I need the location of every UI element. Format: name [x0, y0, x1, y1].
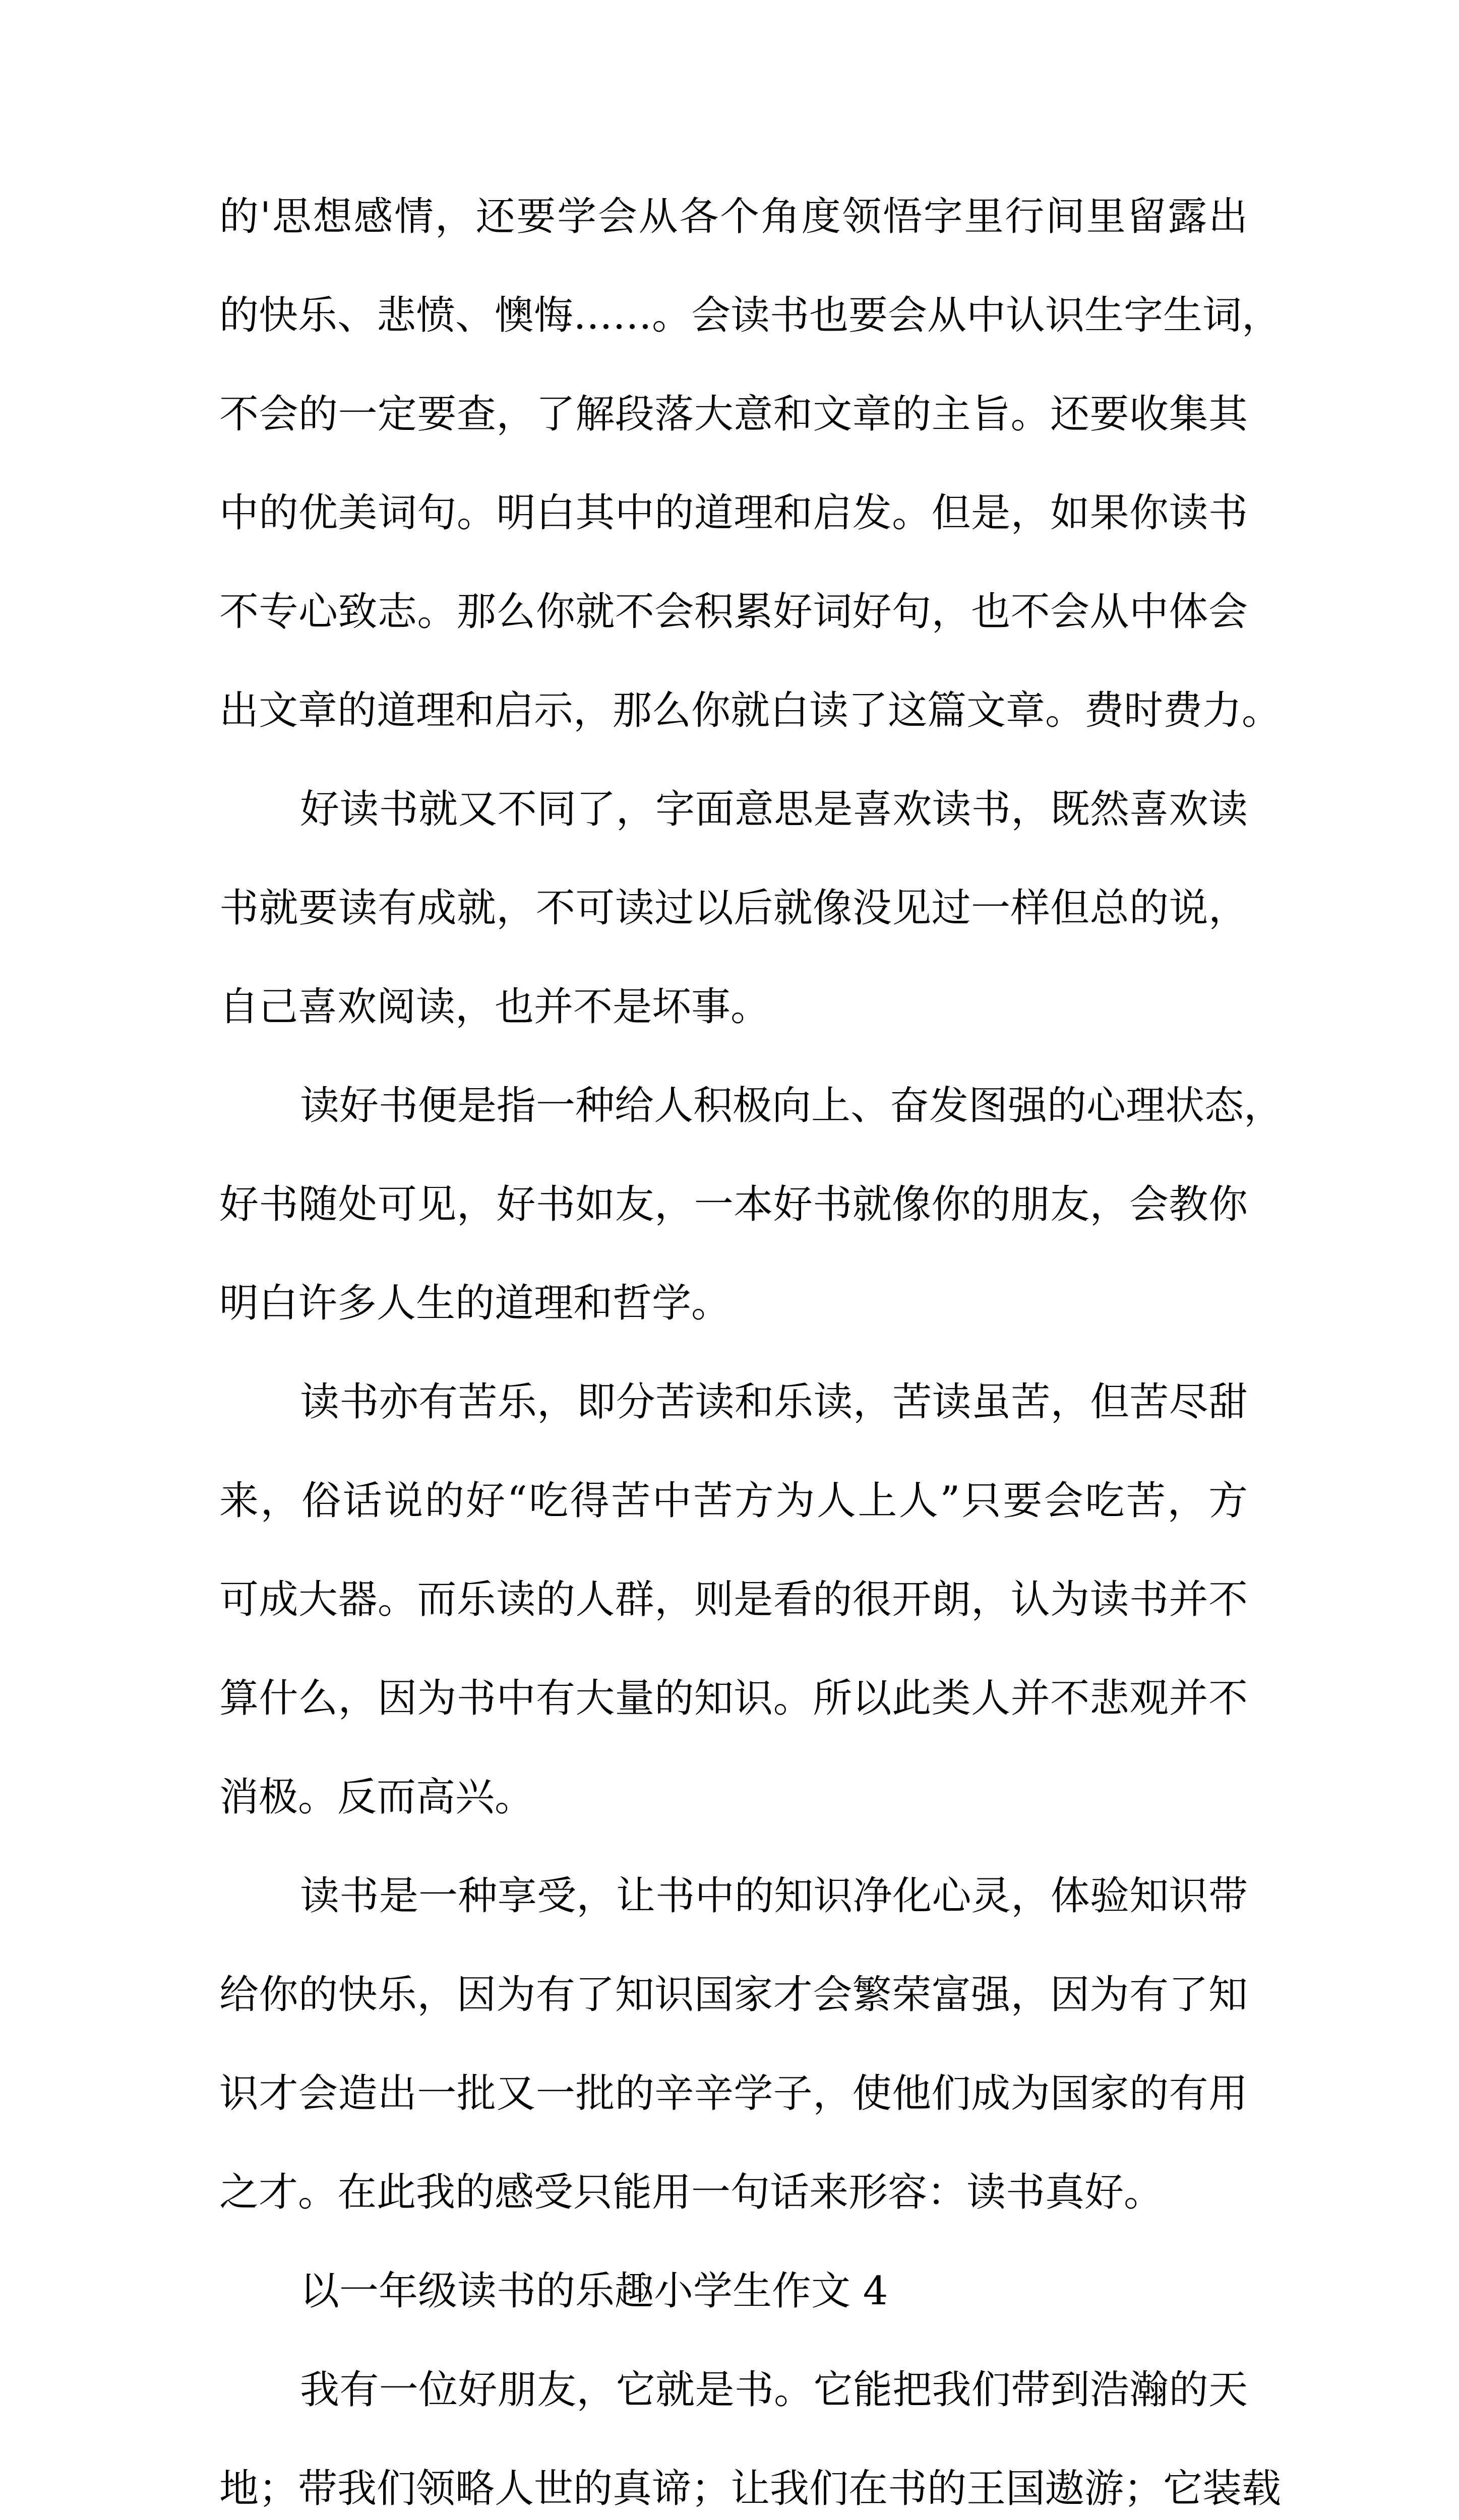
- text-line: 书就要读有成就，不可读过以后就像没见过一样但总的说，: [219, 886, 1248, 931]
- text-line: 地；带我们领略人世的真谛；让我们在书的王国遨游；它装载: [219, 2466, 1282, 2511]
- text-line: 不专心致志。那么你就不会积累好词好句，也不会从中体会: [219, 589, 1248, 635]
- paragraph-end-line: 消极。反而高兴。: [219, 1775, 534, 1820]
- text-line: 来，俗话说的好“吃得苦中苦方为人上人”只要会吃苦，方: [219, 1478, 1248, 1524]
- text-line: 好书随处可见，好书如友，一本好书就像你的朋友，会教你: [219, 1182, 1248, 1227]
- text-line: 的快乐、悲愤、懊悔……。会读书也要会从中认识生字生词，: [219, 293, 1282, 338]
- text-line: 算什么，因为书中有大量的知识。所以此类人并不悲观并不: [219, 1676, 1248, 1721]
- paragraph-end-line: 明白许多人生的道理和哲学。: [219, 1281, 731, 1326]
- paragraph-start-line: 我有一位好朋友，它就是书。它能把我们带到浩瀚的天: [300, 2367, 1248, 2413]
- text-line: 可成大器。而乐读的人群，则是看的很开朗，认为读书并不: [219, 1577, 1248, 1622]
- paragraph-end-line: 自己喜欢阅读，也并不是坏事。: [219, 984, 770, 1030]
- paragraph-end-line: 之才。在此我的感受只能用一句话来形容：读书真好。: [219, 2170, 1164, 2215]
- text-line: 出文章的道理和启示，那么你就白读了这篇文章。费时费力。: [219, 688, 1282, 733]
- paragraph-start-line: 读书是一种享受，让书中的知识净化心灵，体验知识带: [300, 1873, 1248, 1919]
- paragraph-start-line: 读书亦有苦乐，即分苦读和乐读，苦读虽苦，但苦尽甜: [300, 1379, 1248, 1425]
- text-line: 的'思想感情，还要学会从各个角度领悟字里行间里留露出: [219, 194, 1248, 239]
- text-line: 给你的快乐，因为有了知识国家才会繁荣富强，因为有了知: [219, 1972, 1248, 2018]
- section-heading: 以一年级读书的乐趣小学生作文 4: [300, 2269, 888, 2314]
- paragraph-start-line: 读好书便是指一种给人积极向上、奋发图强的心理状态，: [300, 1083, 1284, 1128]
- body-text: [219, 167, 1284, 2520]
- paragraph-start-line: 好读书就又不同了，字面意思是喜欢读书，既然喜欢读: [300, 787, 1248, 832]
- text-line: 识才会造出一批又一批的辛辛学子，使他们成为国家的有用: [219, 2071, 1248, 2116]
- text-line: 中的优美词句。明白其中的道理和启发。但是，如果你读书: [219, 490, 1248, 536]
- text-line: 不会的一定要查，了解段落大意和文章的主旨。还要收集其: [219, 392, 1248, 437]
